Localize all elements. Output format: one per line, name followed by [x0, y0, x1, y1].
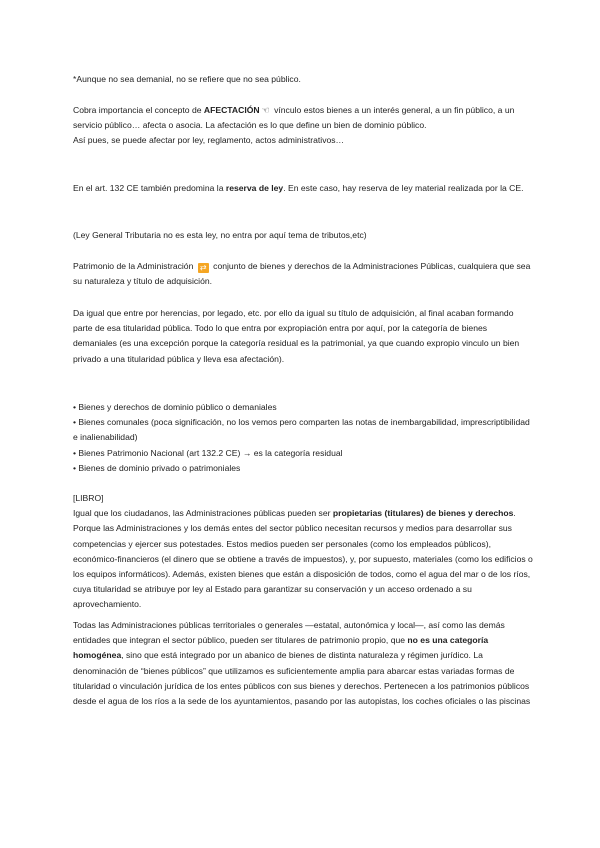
bienes-list [73, 400, 533, 476]
afectacion-paragraph [73, 103, 533, 149]
libro-pre: Igual que los ciudadanos, las Administraciones públicas pueden ser [73, 508, 333, 519]
patrimonio-paragraph [73, 259, 533, 289]
afectacion-bold: AFECTACIÓN [203, 105, 260, 115]
art132-paragraph [73, 181, 533, 196]
list-item: • Bienes y derechos de dominio público o demaniales [73, 402, 277, 412]
list-item: • Bienes comunales (poca significación, no los vemos pero comparten las notas de inembargabilidad, imprescriptibilidad e inalienabilidad) [73, 417, 530, 443]
libro-paragraph [73, 491, 533, 613]
todas-bold: no es una categoría homogénea [73, 635, 489, 661]
afectacion-pre: Cobra importancia el concepto de [73, 105, 204, 115]
art132-bold: reserva de ley [225, 183, 284, 193]
art132-pre: En el art. 132 CE también predomina la [73, 183, 226, 193]
todas-post: , sino que está integrado por un abanico de bienes de distinta naturaleza y régimen jurídico. La denominación de “bienes públicos” que utilizamos es suficientemente amplia para abarcar estas variadas formas de titularidad o vinculación jurídica de los entes públicos con sus bienes y derechos. Pertenecen a los patrimonios públicos desde el agua de los ríos a la sede de los ayuntamientos, pasando por las autopistas, los coches oficiales o las piscinas [73, 650, 531, 707]
pointing-hand-icon: ☜ [261, 105, 270, 115]
note-paragraph [73, 72, 533, 87]
art132-post: . En este caso, hay reserva de ley material realizada por la CE. [283, 183, 524, 193]
afectacion-line2: Así pues, se puede afectar por ley, reglamento, actos administrativos… [73, 135, 345, 146]
da-igual-text: Da igual que entre por herencias, por legado, etc. por ello da igual su título de adquisición, al final acaban formando parte de esa titularidad pública. Todo lo que entra por expropiación entra por aquí, por la categoría de bienes demaniales (es una excepción porque la categoría residual es la patrimonial, ya que cuando expropio vinculo un bien privado a una titularidad pública y lleva esa afectación). [73, 308, 520, 364]
libro-bold: propietarias (titulares) de bienes y derechos [332, 508, 514, 519]
ley-tributaria-text: (Ley General Tributaria no es esta ley, no entra por aquí tema de tributos,etc) [73, 230, 367, 240]
list-item: • Bienes de dominio privado o patrimoniales [73, 462, 241, 473]
todas-pre: Todas las Administraciones públicas territoriales o generales —estatal, autonómica y local—, así como las demás entidades que integran el sector público, pueden ser titulares de patrimonio propio, que [73, 620, 505, 646]
afectacion-post: vínculo estos bienes a un interés general, a un fin público, a un servicio público… afecta o asocia. La afectación es lo que define un bien de dominio público. [73, 105, 515, 131]
todas-paragraph [73, 618, 533, 709]
da-igual-paragraph [73, 306, 533, 367]
ley-tributaria-paragraph [73, 228, 533, 243]
note-text: *Aunque no sea demanial, no se refiere que no sea público. [73, 74, 301, 84]
list-item: • Bienes Patrimonio Nacional (art 132.2 CE) → es la categoría residual [73, 447, 343, 458]
libro-post: . Porque las Administraciones y los demás entes del sector público necesitan recursos y medios para desarrollar sus competencias y ejercer sus potestades. Estos medios pueden ser personales (como los empleados públicos), económico-financieros (el dinero que se obtiene a través de impuestos), y, por supuesto, materiales (como los edificios o los equipos informáticos). Además, existen bienes que están a disposición de todos, como el agua del mar o de los ríos, cuya titularidad se atribuye por ley al Estado para garantizar su conservación y un acceso ordenado a su aprovechamiento. [73, 508, 533, 610]
shuffle-arrows-icon: ⇄ [198, 263, 209, 273]
patrimonio-pre: Patrimonio de la Administración [73, 261, 196, 271]
patrimonio-post: conjunto de bienes y derechos de la Administraciones Públicas, cualquiera que sea su naturaleza y título de adquisición. [73, 261, 531, 287]
libro-tag: [LIBRO] [73, 493, 104, 503]
